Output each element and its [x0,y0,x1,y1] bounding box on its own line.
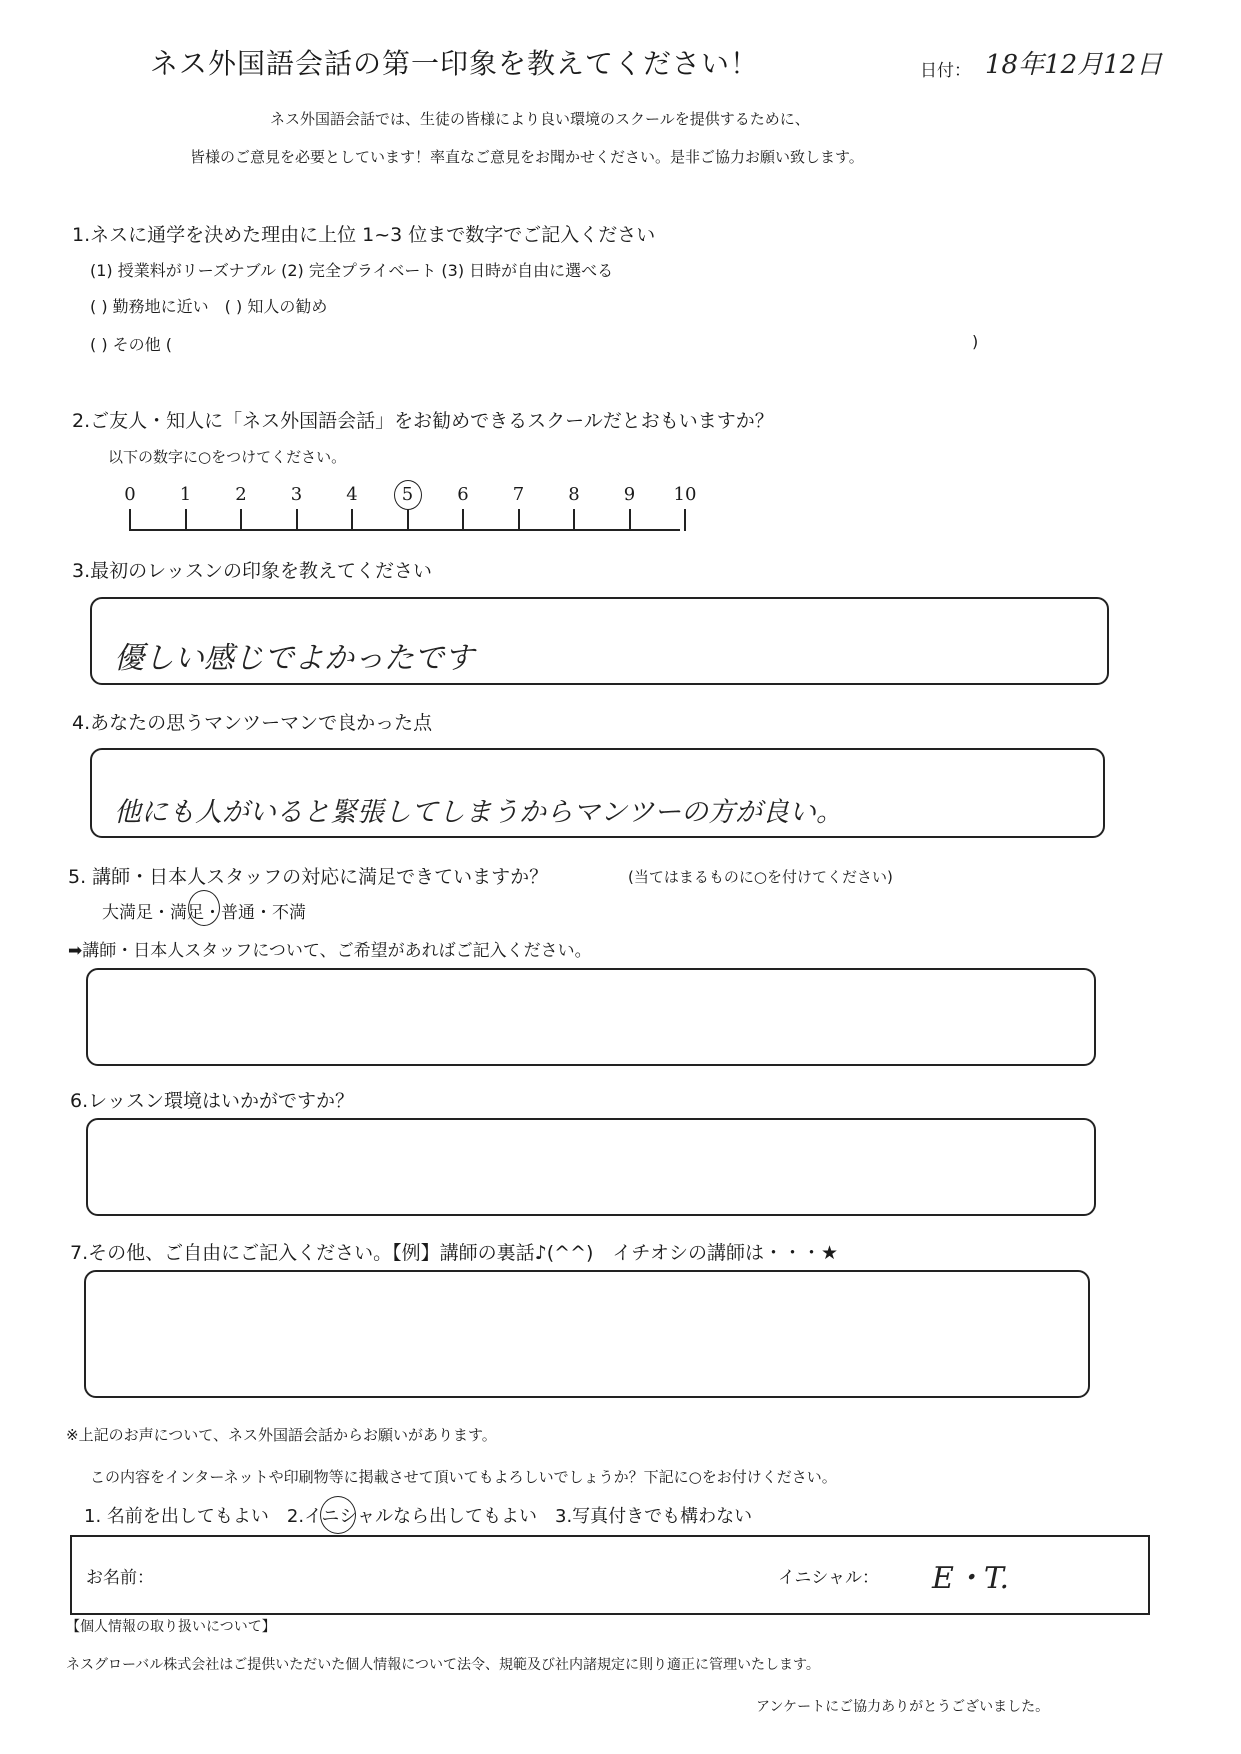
q4-answer: 他にも人がいると緊張してしまうからマンツーの方が良い。 [114,797,843,828]
q1-options-row-2[interactable]: ( ) 勤務地に近い ( ) 知人の勧め [90,297,328,316]
consent-selected-circle [320,1496,356,1534]
q7-answer-box[interactable] [84,1270,1090,1398]
q6-question: 6.レッスン環境はいかがですか？ [70,1090,354,1112]
scale-tick [129,509,131,531]
scale-tick [629,509,631,531]
intro-line-1: ネス外国語会話では、生徒の皆様により良い環境のスクールを提供するために、 [270,110,810,128]
scale-number-3[interactable]: 3 [290,484,303,505]
q5-selected-circle [188,890,220,926]
q1-options-row-3[interactable]: ( ) その他 ( [90,335,172,354]
q2-instruction: 以下の数字に○をつけてください。 [108,448,347,466]
q5-options[interactable]: 大満足・満足・普通・不満 [102,903,306,923]
q1-other-close: ) [972,332,979,351]
scale-tick [351,509,353,531]
consent-notice: ※上記のお声について、ネス外国語会話からお願いがあります。 [66,1426,497,1444]
footer-thanks: アンケートにご協力ありがとうございました。 [756,1699,1050,1715]
date-label: 日付： [920,61,971,81]
scale-number-6[interactable]: 6 [457,484,469,505]
q4-answer-box[interactable] [90,748,1105,838]
consent-question: この内容をインターネットや印刷物等に掲載させて頂いてもよろしいでしょうか？下記に○をお付けください。 [90,1468,837,1486]
scale-tick [518,509,520,531]
q2-question: 2.ご友人・知人に「ネス外国語会話」をお勧めできるスクールだとおもいますか？ [72,410,774,432]
q4-question: 4.あなたの思うマンツーマンで良かった点 [72,712,433,734]
q3-answer: 優しい感じでよかったです [114,641,474,676]
q6-answer-box[interactable] [86,1118,1096,1216]
scale-tick [240,509,242,531]
q5-note: (当てはまるものに○を付けてください) [628,868,893,886]
scale-number-4[interactable]: 4 [346,484,358,505]
q3-answer-box[interactable] [90,597,1109,685]
date-value[interactable]: 18年12月12日 [985,50,1163,80]
scale-tick [684,509,686,531]
scale-tick [573,509,575,531]
scale-tick [407,509,409,531]
scale-tick [185,509,187,531]
scale-number-5[interactable]: 5 [401,484,414,505]
q1-options-row-1[interactable]: (1) 授業料がリーズナブル (2) 完全プライベート (3) 日時が自由に選べる [90,261,614,280]
scale-number-10[interactable]: 10 [673,484,697,505]
intro-line-2: 皆様のご意見を必要としています！率直なご意見をお聞かせください。是非ご協力お願い致します。 [190,148,864,166]
privacy-text: ネスグローバル株式会社はご提供いただいた個人情報について法令、規範及び社内諸規定に則り適正に管理いたします。 [66,1657,820,1673]
scale-number-2[interactable]: 2 [235,484,247,505]
q5-request-box[interactable] [86,968,1096,1066]
scale-number-8[interactable]: 8 [568,484,580,505]
privacy-heading: 【個人情報の取り扱いについて】 [66,1619,276,1635]
scale-number-7[interactable]: 7 [512,484,525,505]
scale-number-9[interactable]: 9 [623,484,636,505]
q1-question: 1.ネスに通学を決めた理由に上位 1~3 位まで数字でご記入ください [72,224,656,246]
scale-number-1[interactable]: 1 [179,484,192,505]
name-box [70,1535,1150,1615]
consent-options[interactable]: 1. 名前を出してもよい 2.イニシャルなら出してもよい 3.写真付きでも構わない [84,1506,753,1527]
page-title: ネス外国語会話の第一印象を教えてください！ [150,47,760,80]
scale-baseline [130,529,680,531]
q5-question: 5. 講師・日本人スタッフの対応に満足できていますか？ [68,866,549,888]
q3-question: 3.最初のレッスンの印象を教えてください [72,560,432,582]
q7-question: 7.その他、ご自由にご記入ください。【例】講師の裏話♪(^^) イチオシの講師は・・・★ [70,1242,839,1264]
name-label: お名前： [86,1568,154,1588]
initial-value[interactable]: E・T. [932,1561,1010,1596]
q5-request: ➡講師・日本人スタッフについて、ご希望があればご記入ください。 [68,941,592,961]
scale-number-0[interactable]: 0 [124,484,136,505]
scale-tick [296,509,298,531]
scale-selected-circle [394,480,422,510]
scale-tick [462,509,464,531]
initial-label: イニシャル： [778,1568,879,1588]
